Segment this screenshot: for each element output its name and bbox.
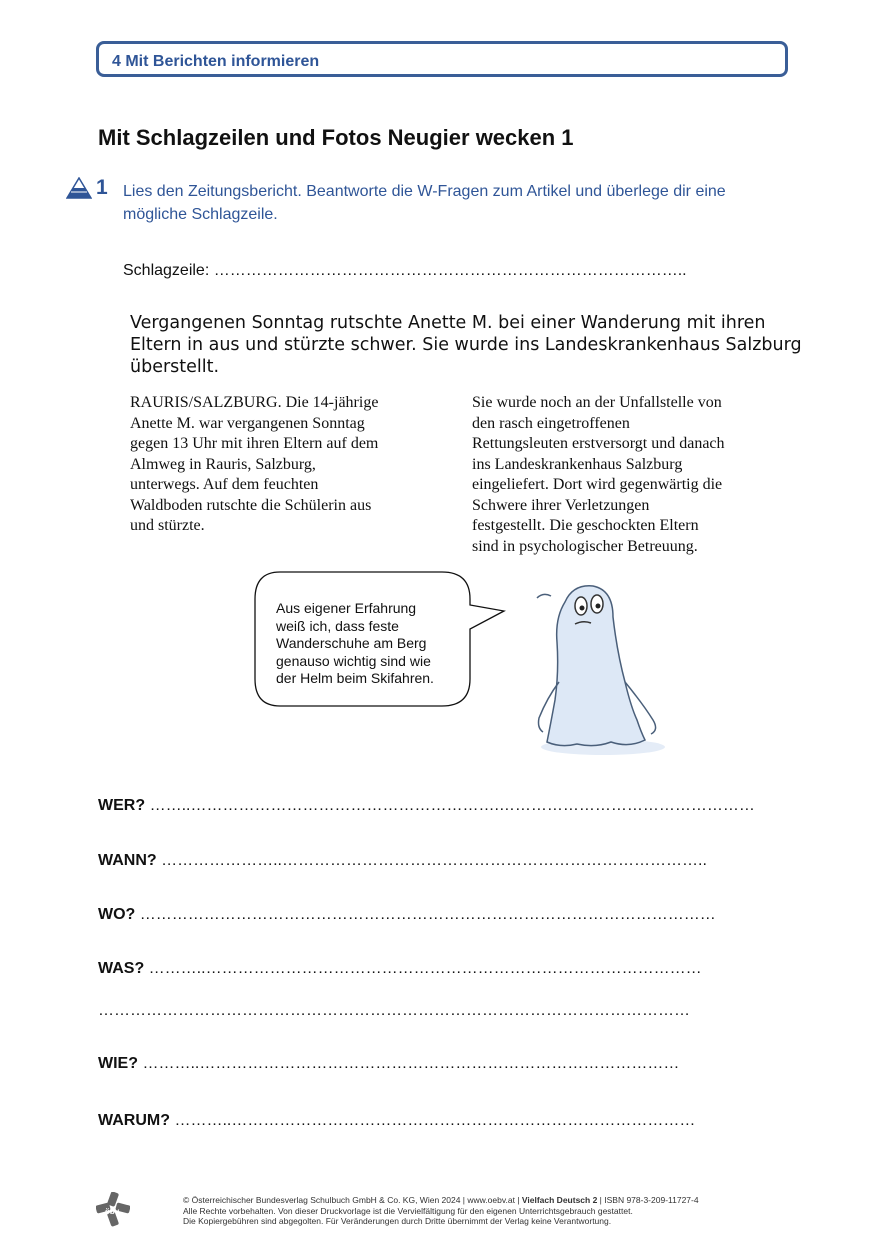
article-line: unterwegs. Auf dem feuchten	[130, 476, 319, 493]
speech-line: weiß ich, dass feste	[276, 617, 399, 634]
footer-copyright	[183, 1195, 803, 1227]
publisher-logo	[96, 1192, 130, 1228]
footer-line-3: Die Kopiergebühren sind abgegolten. Für Veränderungen durch Dritte übernimmt der Verlag keine Verantwortung.	[183, 1216, 612, 1226]
footer-line-2: Alle Rechte vorbehalten. Von dieser Druckvorlage ist die Vervielfältigung für den eigenen Unterrichtsgebrauch gestattet.	[183, 1205, 633, 1216]
answer-dots: ……..………………………………………………….…………………………………………	[149, 797, 755, 814]
article-line: Rettungsleuten erstversorgt und danach	[472, 435, 725, 452]
article-lead: Vergangenen Sonntag rutschte Anette M. bei einer Wanderung mit ihren Eltern in aus und stürzte schwer. Sie wurde ins Landeskrankenhaus Salzburg überstellt.	[130, 313, 802, 377]
question-label: WO?	[98, 906, 136, 923]
publisher-logo-text: öbv	[105, 1207, 120, 1216]
answer-dots: ………..……………………………………………………………………………	[174, 1112, 696, 1129]
difficulty-triangle-icon	[66, 177, 92, 199]
answer-line-wer[interactable]	[98, 797, 798, 815]
article-line: Almweg in Rauris, Salzburg,	[130, 455, 316, 473]
article-line: eingeliefert. Dort wird gegenwärtig die	[472, 476, 723, 493]
answer-dots: ………………………………………………………………………………………………	[139, 906, 716, 923]
answer-dots: ………..………………………………………………………………………………	[142, 1055, 680, 1072]
article-line: Sie wurde noch an der Unfallstelle von	[472, 394, 722, 411]
task-instruction: Lies den Zeitungsbericht. Beantworte die W-Fragen zum Artikel und überlege dir eine mögliche Schlagzeile.	[123, 183, 726, 223]
answer-line-warum[interactable]	[98, 1112, 798, 1130]
ghost-mascot-illustration	[525, 582, 685, 762]
speech-line: Aus eigener Erfahrung	[276, 600, 417, 616]
article-line: Anette M. war vergangenen Sonntag	[130, 414, 365, 432]
article-column-left	[130, 393, 430, 537]
question-label: WIE?	[98, 1055, 138, 1072]
question-label: WARUM?	[98, 1112, 170, 1129]
article-line: gegen 13 Uhr mit ihren Eltern auf dem	[130, 435, 379, 452]
headline-dots: ……………………………………………………………………………..	[213, 262, 687, 279]
answer-line-wann[interactable]	[98, 852, 798, 870]
speech-line: Wanderschuhe am Berg	[276, 635, 427, 651]
answer-line-wie[interactable]	[98, 1055, 798, 1073]
question-label: WANN?	[98, 852, 157, 869]
footer-copyright-a: © Österreichischer Bundesverlag Schulbuch GmbH & Co. KG, Wien 2024 | www.oebv.at |	[183, 1195, 522, 1205]
answer-dots: …………………..……………………………………………………………………..	[161, 852, 707, 869]
question-label: WER?	[98, 797, 146, 814]
article-line: und stürzte.	[130, 517, 205, 534]
answer-line-was-continued[interactable]	[98, 1002, 798, 1020]
article-line: sind in psychologischer Betreuung.	[472, 537, 698, 555]
article-line: Waldboden rutschte die Schülerin aus	[130, 496, 372, 514]
chapter-title: 4 Mit Berichten informieren	[112, 53, 320, 70]
article-line: den rasch eingetroffenen	[472, 414, 630, 432]
footer-line-1	[183, 1195, 803, 1206]
article-line: festgestellt. Die geschockten Eltern	[472, 517, 699, 534]
headline-label: Schlagzeile:	[123, 262, 210, 279]
article-column-right	[472, 393, 782, 557]
chapter-header	[96, 41, 788, 77]
answer-dots: ………..…………………………………………………………………………………	[148, 960, 702, 977]
article-line: ins Landeskrankenhaus Salzburg	[472, 455, 683, 473]
footer-book-title: Vielfach Deutsch 2	[521, 1195, 598, 1205]
footer-copyright-b: | ISBN 978-3-209-11727-4	[597, 1195, 699, 1205]
speech-bubble-text	[276, 600, 456, 688]
article-line: Schwere ihrer Verletzungen	[472, 496, 650, 514]
answer-dots: …………………………………………………………………………………………………	[98, 1002, 690, 1019]
question-label: WAS?	[98, 960, 145, 977]
page-title: Mit Schlagzeilen und Fotos Neugier wecken 1	[98, 125, 574, 150]
headline-answer-field[interactable]	[123, 262, 783, 280]
answer-line-wo[interactable]	[98, 906, 798, 924]
task-number: 1	[96, 176, 108, 199]
answer-line-was[interactable]	[98, 960, 798, 978]
article-line: RAURIS/SALZBURG. Die 14-jährige	[130, 394, 379, 411]
speech-line: genauso wichtig sind wie	[276, 652, 431, 669]
speech-line: der Helm beim Skifahren.	[276, 670, 434, 686]
